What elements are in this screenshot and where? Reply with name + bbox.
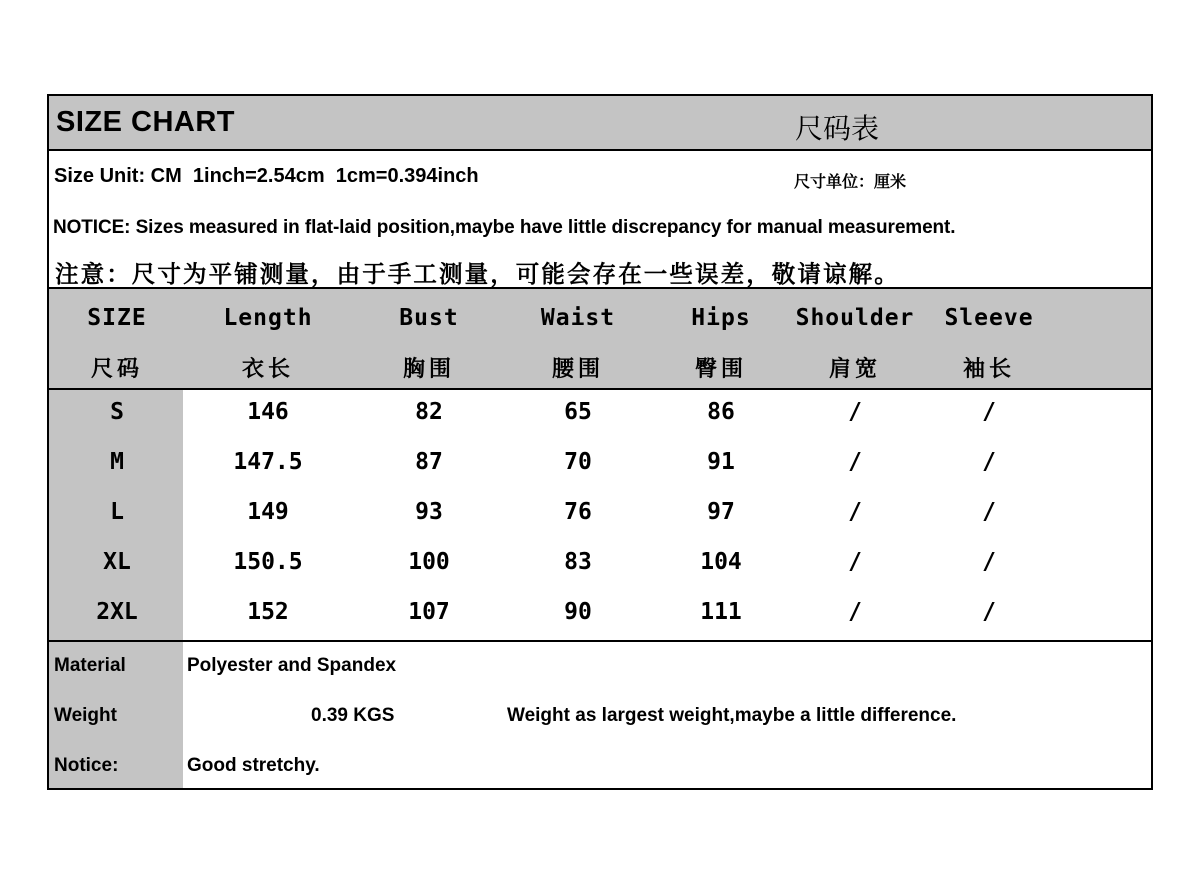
product-info-band bbox=[49, 642, 1151, 790]
column-header-waist: Waist bbox=[540, 305, 616, 331]
material-value: Polyester and Spandex bbox=[187, 655, 397, 676]
hips-value: 91 bbox=[707, 449, 735, 475]
column-header-bust: Bust bbox=[399, 305, 459, 331]
size-label: M bbox=[110, 449, 124, 475]
size-unit-text-cn: 尺寸单位：厘米 bbox=[794, 174, 907, 191]
size-unit-text: Size Unit: CM 1inch=2.54cm 1cm=0.394inch bbox=[54, 165, 479, 187]
column-header-hips: Hips bbox=[691, 305, 751, 331]
length-value: 149 bbox=[247, 499, 289, 525]
notice-text: NOTICE: Sizes measured in flat-laid position,maybe have little discrepancy for manual measurement. bbox=[53, 217, 956, 238]
table-row bbox=[49, 390, 1151, 440]
waist-value: 76 bbox=[564, 499, 592, 525]
size-label: S bbox=[110, 399, 124, 425]
length-value: 146 bbox=[247, 399, 289, 425]
bust-value: 107 bbox=[408, 599, 450, 625]
waist-value: 90 bbox=[564, 599, 592, 625]
length-value: 150.5 bbox=[233, 549, 303, 575]
waist-value: 70 bbox=[564, 449, 592, 475]
column-header-shoulder: Shoulder bbox=[795, 305, 915, 331]
bust-value: 93 bbox=[415, 499, 443, 525]
column-header-shoulder-cn: 肩宽 bbox=[828, 356, 882, 382]
length-value: 152 bbox=[247, 599, 289, 625]
hips-value: 104 bbox=[700, 549, 742, 575]
bust-value: 100 bbox=[408, 549, 450, 575]
chart-title: SIZE CHART bbox=[56, 106, 235, 138]
column-header-size: SIZE bbox=[87, 305, 147, 331]
shoulder-value: / bbox=[848, 549, 862, 575]
table-row bbox=[49, 590, 1151, 640]
weight-note: Weight as largest weight,maybe a little difference. bbox=[507, 705, 957, 726]
chart-title-cn: 尺码表 bbox=[795, 112, 880, 145]
hips-value: 97 bbox=[707, 499, 735, 525]
hips-value: 111 bbox=[700, 599, 742, 625]
sleeve-value: / bbox=[982, 399, 996, 425]
waist-value: 83 bbox=[564, 549, 592, 575]
column-header-sleeve: Sleeve bbox=[944, 305, 1034, 331]
table-row bbox=[49, 490, 1151, 540]
hips-value: 86 bbox=[707, 399, 735, 425]
column-header-hips-cn: 臀围 bbox=[694, 356, 748, 382]
unit-notice-band bbox=[49, 151, 1151, 289]
weight-row bbox=[49, 692, 1151, 742]
size-table-body bbox=[49, 390, 1151, 642]
notice-label: Notice: bbox=[54, 755, 119, 776]
size-label: L bbox=[110, 499, 124, 525]
waist-value: 65 bbox=[564, 399, 592, 425]
shoulder-value: / bbox=[848, 599, 862, 625]
sleeve-value: / bbox=[982, 449, 996, 475]
size-chart-table bbox=[47, 94, 1153, 790]
column-header-band bbox=[49, 289, 1151, 390]
column-header-length-cn: 衣长 bbox=[241, 356, 295, 382]
weight-value: 0.39 KGS bbox=[311, 705, 395, 726]
title-band bbox=[49, 96, 1151, 151]
column-header-length: Length bbox=[223, 305, 313, 331]
table-row bbox=[49, 540, 1151, 590]
size-label: XL bbox=[103, 549, 131, 575]
weight-label: Weight bbox=[54, 705, 117, 726]
notice-row bbox=[49, 742, 1151, 790]
bust-value: 82 bbox=[415, 399, 443, 425]
length-value: 147.5 bbox=[233, 449, 303, 475]
shoulder-value: / bbox=[848, 499, 862, 525]
notice-value: Good stretchy. bbox=[187, 755, 320, 776]
shoulder-value: / bbox=[848, 399, 862, 425]
bust-value: 87 bbox=[415, 449, 443, 475]
table-row bbox=[49, 440, 1151, 490]
size-label: 2XL bbox=[96, 599, 138, 625]
column-header-bust-cn: 胸围 bbox=[402, 356, 456, 382]
material-label: Material bbox=[54, 655, 126, 676]
sleeve-value: / bbox=[982, 549, 996, 575]
sleeve-value: / bbox=[982, 499, 996, 525]
notice-text-cn: 注意：尺寸为平铺测量，由于手工测量，可能会存在一些误差，敬请谅解。 bbox=[55, 260, 900, 288]
sleeve-value: / bbox=[982, 599, 996, 625]
column-header-waist-cn: 腰围 bbox=[551, 356, 605, 382]
material-row bbox=[49, 642, 1151, 692]
column-header-size-cn: 尺码 bbox=[90, 356, 144, 382]
column-header-sleeve-cn: 袖长 bbox=[962, 356, 1016, 382]
shoulder-value: / bbox=[848, 449, 862, 475]
